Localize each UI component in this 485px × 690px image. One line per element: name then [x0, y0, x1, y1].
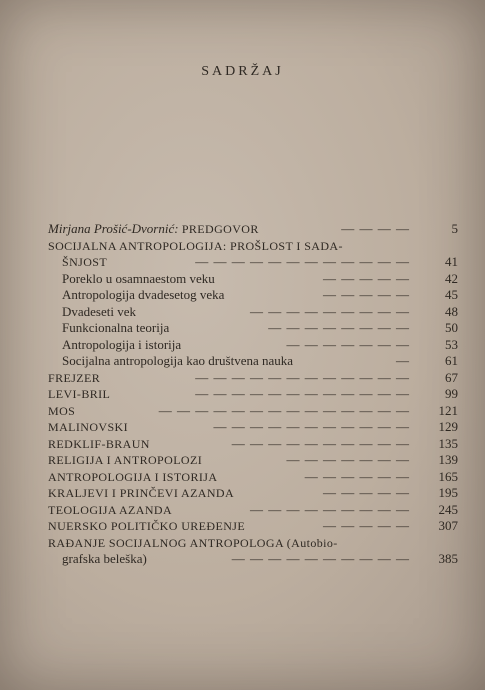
toc-entry [48, 403, 458, 420]
toc-entry [48, 271, 458, 288]
toc-entry-title: grafska beleška) [62, 551, 147, 566]
toc-entry-title: MOS [48, 403, 76, 418]
toc-entry [48, 238, 458, 255]
toc-page-number: 165 [438, 468, 458, 484]
toc-entry [48, 518, 458, 535]
toc-entry-title: Dvadeseti vek [62, 303, 137, 319]
toc-entry-title: Poreklo u osamnaestom veku [62, 270, 215, 286]
toc-page-number: 121 [438, 402, 458, 418]
toc-entry-title: RELIGIJA I ANTROPOLOZI [48, 453, 203, 467]
toc-page-number: 195 [438, 485, 458, 500]
toc-page-number: 48 [445, 303, 458, 319]
toc-entry-title: FREJZER [48, 370, 101, 385]
toc-page-number: 45 [445, 287, 458, 302]
toc-leader: — — — — — — — — — — [231, 551, 410, 566]
toc-page-number: 50 [445, 320, 458, 335]
toc-page-number: 61 [445, 353, 458, 368]
toc-entry [48, 353, 458, 370]
toc-entry-title: LEVI-BRIL [48, 387, 111, 401]
toc-entry-title: MALINOVSKI [48, 420, 128, 434]
toc-page-number: 245 [438, 501, 458, 517]
toc-entry [48, 452, 458, 469]
toc-entry [48, 386, 458, 403]
toc-entry [48, 370, 458, 387]
toc-entry-title: TEOLOGIJA AZANDA [48, 502, 173, 517]
toc-leader: — — — — — [323, 270, 410, 286]
toc-leader: — — — — — — — [286, 336, 410, 352]
toc-entry [48, 551, 458, 568]
toc-entry [48, 502, 458, 519]
toc-leader: — — — — — — — — — [250, 501, 410, 517]
toc-leader: — [396, 353, 410, 368]
toc-leader: — — — — — — — — — — — [213, 419, 410, 434]
toc-entry [48, 337, 458, 354]
toc-leader: — — — — — — — — — — — — [195, 254, 410, 269]
toc-entry [48, 436, 458, 453]
toc-leader: — — — — — — — — — — [231, 435, 410, 451]
toc-entry-title: PREDGOVOR [181, 222, 259, 236]
toc-entry-title: RAĐANJE SOCIJALNOG ANTROPOLOGA (Autobio- [48, 535, 338, 550]
toc-leader: — — — — — — — — — — — — [195, 386, 410, 401]
toc-page-number: 385 [438, 551, 458, 566]
toc-leader: — — — — — — — — [268, 320, 410, 335]
toc-entry [48, 485, 458, 502]
page-heading: SADRŽAJ [201, 64, 284, 79]
toc-page-number: 135 [438, 435, 458, 451]
toc-entry [48, 419, 458, 436]
toc-entry-title: KRALJEVI I PRINČEVI AZANDA [48, 486, 235, 500]
toc-leader: — — — — — — — — — [250, 303, 410, 319]
toc-page-number: 99 [445, 386, 458, 401]
toc-entry-title: ANTROPOLOGIJA I ISTORIJA [48, 469, 218, 484]
toc-page-number: 5 [451, 221, 458, 236]
toc-page-number: 307 [438, 518, 458, 533]
toc-page-number: 129 [438, 419, 458, 434]
toc-leader: — — — — — — [304, 468, 410, 484]
toc-leader: — — — — — [323, 485, 410, 500]
toc-entry-title: ŠNJOST [62, 255, 108, 269]
toc-leader: — — — — — [323, 518, 410, 533]
toc-leader: — — — — [341, 221, 410, 236]
toc-page-number: 139 [438, 452, 458, 467]
toc-leader: — — — — — — — [286, 452, 410, 467]
toc-page-number: 53 [445, 336, 458, 352]
toc-page-number: 41 [445, 254, 458, 269]
toc-entry [48, 469, 458, 486]
toc-entry-title: NUERSKO POLITIČKO UREĐENJE [48, 519, 246, 533]
toc-entry-title: Antropologija i istorija [62, 336, 182, 352]
toc-page-number: 67 [445, 369, 458, 385]
toc-entry [48, 535, 458, 552]
toc-entry [48, 254, 458, 271]
toc-entry [48, 221, 458, 238]
toc-entry [48, 304, 458, 321]
toc-entry-title: Antropologija dvadesetog veka [62, 287, 225, 302]
toc-entry [48, 320, 458, 337]
toc-page-number: 42 [445, 270, 458, 286]
toc-entry-title: REDKLIF-BRAUN [48, 436, 150, 451]
toc-entry-title: Funkcionalna teorija [62, 320, 170, 335]
toc-leader: — — — — — — — — — — — — [195, 369, 410, 385]
toc-entry-title: Socijalna antropologija kao društvena nauka [62, 353, 294, 368]
toc-entry [48, 287, 458, 304]
toc-entry-title: SOCIJALNA ANTROPOLOGIJA: PROŠLOST I SADA- [48, 238, 343, 253]
table-of-contents [48, 221, 458, 568]
toc-entry-author: Mirjana Prošić-Dvornić: [48, 221, 179, 236]
toc-leader: — — — — — [323, 287, 410, 302]
toc-leader: — — — — — — — — — — — — — — [158, 402, 410, 418]
